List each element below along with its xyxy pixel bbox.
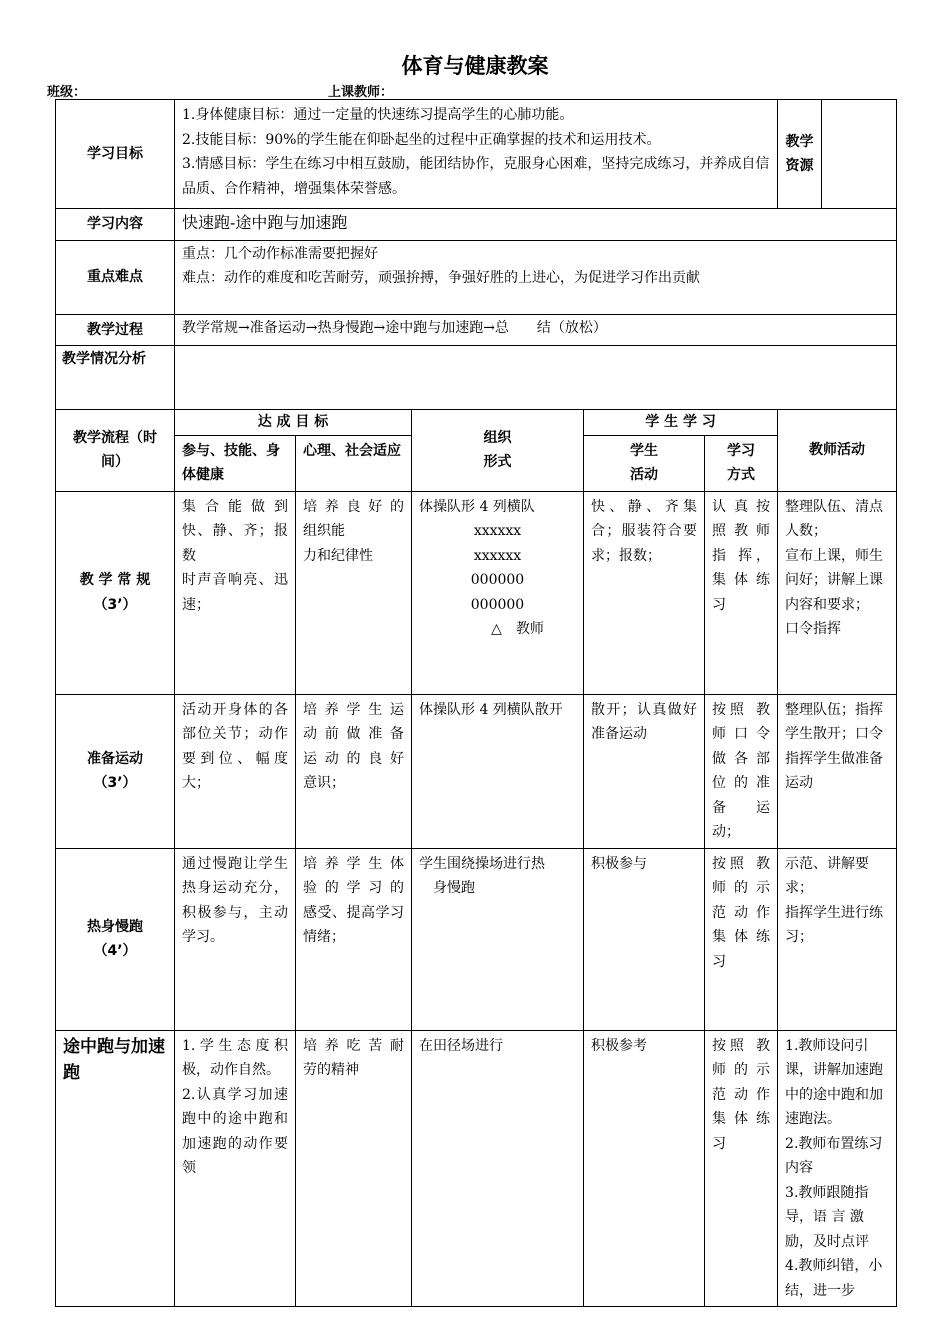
- flow-row: [56, 694, 897, 848]
- analysis-cell: [175, 346, 897, 410]
- stage-label: 教 学 常 规 （3’）: [56, 491, 175, 694]
- org-cell: [412, 491, 584, 694]
- goals-header: 达 成 目 标: [175, 410, 412, 436]
- stage-label: 途中跑与加速跑: [56, 1030, 175, 1307]
- physical-goal: 集 合 能 做 到快、静、齐；报数 时声音响亮、迅速；: [175, 491, 296, 694]
- social-goal: 培 养 学 生 运动 前 做 准 备运 动 的 良 好意识；: [296, 694, 412, 848]
- analysis-label: 教学情况分析: [56, 346, 175, 410]
- teacher-position: △ 教师: [491, 621, 544, 637]
- social-goal: 培 养 学 生 体验 的 学 习 的感受、提高学习情绪；: [296, 848, 412, 1030]
- student-header: 学 生 学 习: [584, 410, 778, 436]
- lesson-plan-table: [55, 99, 897, 1307]
- resource-cell: [822, 100, 897, 209]
- stage-label: 准备运动 （3’）: [56, 694, 175, 848]
- difficulty-text: 难点：动作的难度和吃苦耐劳，顽强拚搏，争强好胜的上进心，为促进学习作出贡献: [182, 270, 700, 286]
- focus-text: 重点：几个动作标准需要把握好: [182, 245, 378, 262]
- flow-row: [56, 848, 897, 1030]
- org-text: 体操队形 4 列横队: [419, 498, 535, 515]
- formation-row: xxxxxx: [473, 523, 522, 539]
- student-method: 按照 教师 口 令做 各 部位 的 准备 运动；: [705, 694, 778, 848]
- formation-row: xxxxxx: [473, 547, 522, 564]
- org-header: 组织 形式: [412, 410, 584, 492]
- keypoints-label: 重点难点: [56, 240, 175, 314]
- student-activity: 积极参与: [584, 848, 705, 1030]
- teacher-activity: 1.教师设问引课，讲解加速跑中的途中跑和加速跑法。 2.教师布置练习内容 3.教师跟随指导，语 言 激励，及时点评 4.教师纠错，小结，进一步: [778, 1030, 897, 1307]
- student-activity-header: 学生 活动: [584, 435, 705, 491]
- goal-physical-header: 参与、技能、身体健康: [175, 435, 296, 491]
- student-method: 认 真 按照 教 师指 挥，集 体 练习: [705, 491, 778, 694]
- flow-row: [56, 1030, 897, 1307]
- objective-item: 1.身体健康目标：通过一定量的快速练习提高学生的心肺功能。: [182, 107, 574, 123]
- objective-item: 3.情感目标：学生在练习中相互鼓励，能团结协作，克服身心困难，坚持完成练习，并养成自信品质、合作精神，增强集体荣誉感。: [182, 156, 770, 197]
- objectives-cell: [175, 100, 778, 209]
- teacher-activity: 示范、讲解要求； 指挥学生进行练习；: [778, 848, 897, 1030]
- physical-goal: 通过慢跑让学生热身运动充分，积极参与，主动学习。: [175, 848, 296, 1030]
- student-method: 按照 教师 的 示范 动 作集 体 练习: [705, 1030, 778, 1307]
- keypoints-row: [56, 240, 897, 314]
- content-row: [56, 209, 897, 241]
- page-title: 体育与健康教案: [401, 54, 549, 78]
- student-method-header: 学习 方式: [705, 435, 778, 491]
- physical-goal: 1.学生态度积极，动作自然。 2.认真学习加速跑中的途中跑和加速跑的动作要领: [175, 1030, 296, 1307]
- content-label: 学习内容: [56, 209, 175, 241]
- org-text: 学生围绕操场进行热 身慢跑: [412, 848, 584, 1030]
- org-text: 在田径场进行: [412, 1030, 584, 1307]
- objectives-label: 学习目标: [56, 100, 175, 209]
- analysis-row: [56, 346, 897, 410]
- flow-header: 教学流程（时间）: [56, 410, 175, 492]
- objectives-row: [56, 100, 897, 209]
- teacher-header: 教师活动: [778, 410, 897, 492]
- objective-item: 2.技能目标：90%的学生能在仰卧起坐的过程中正确掌握的技术和运用技术。: [182, 131, 661, 148]
- content-value: 快速跑-途中跑与加速跑: [175, 209, 897, 241]
- class-label: 班级：: [47, 85, 87, 100]
- social-goal: 培 养 吃 苦 耐劳的精神: [296, 1030, 412, 1307]
- formation-row: 000000: [470, 572, 525, 588]
- goal-social-header: 心理、社会适应: [296, 435, 412, 491]
- resource-label: 教学资源: [778, 100, 822, 209]
- student-method: 按照 教师 的 示范 动 作集 体 练习: [705, 848, 778, 1030]
- stage-label: 热身慢跑 （4’）: [56, 848, 175, 1030]
- flow-row: [56, 491, 897, 694]
- physical-goal: 活动开身体的各部位关节；动作要到位、幅度大；: [175, 694, 296, 848]
- process-value: 教学常规→准备运动→热身慢跑→途中跑与加速跑→总 结（放松）: [175, 314, 897, 346]
- student-activity: 散开；认真做好准备运动: [584, 694, 705, 848]
- teacher-activity: 整理队伍、清点人数； 宣布上课，师生问好；讲解上课内容和要求； 口令指挥: [778, 491, 897, 694]
- teacher-activity: 整理队伍；指挥学生散开；口令指挥学生做准备运动: [778, 694, 897, 848]
- flow-header-row: [56, 410, 897, 436]
- formation-row: 000000: [470, 596, 525, 613]
- process-row: [56, 314, 897, 346]
- student-activity: 快、静、齐集合；服装符合要求；报数；: [584, 491, 705, 694]
- org-text: 体操队形 4 列横队散开: [412, 694, 584, 848]
- student-activity: 积极参考: [584, 1030, 705, 1307]
- process-label: 教学过程: [56, 314, 175, 346]
- social-goal: 培 养 良 好 的组织能 力和纪律性: [296, 491, 412, 694]
- teacher-label: 上课教师：: [328, 85, 394, 100]
- keypoints-cell: [175, 240, 897, 314]
